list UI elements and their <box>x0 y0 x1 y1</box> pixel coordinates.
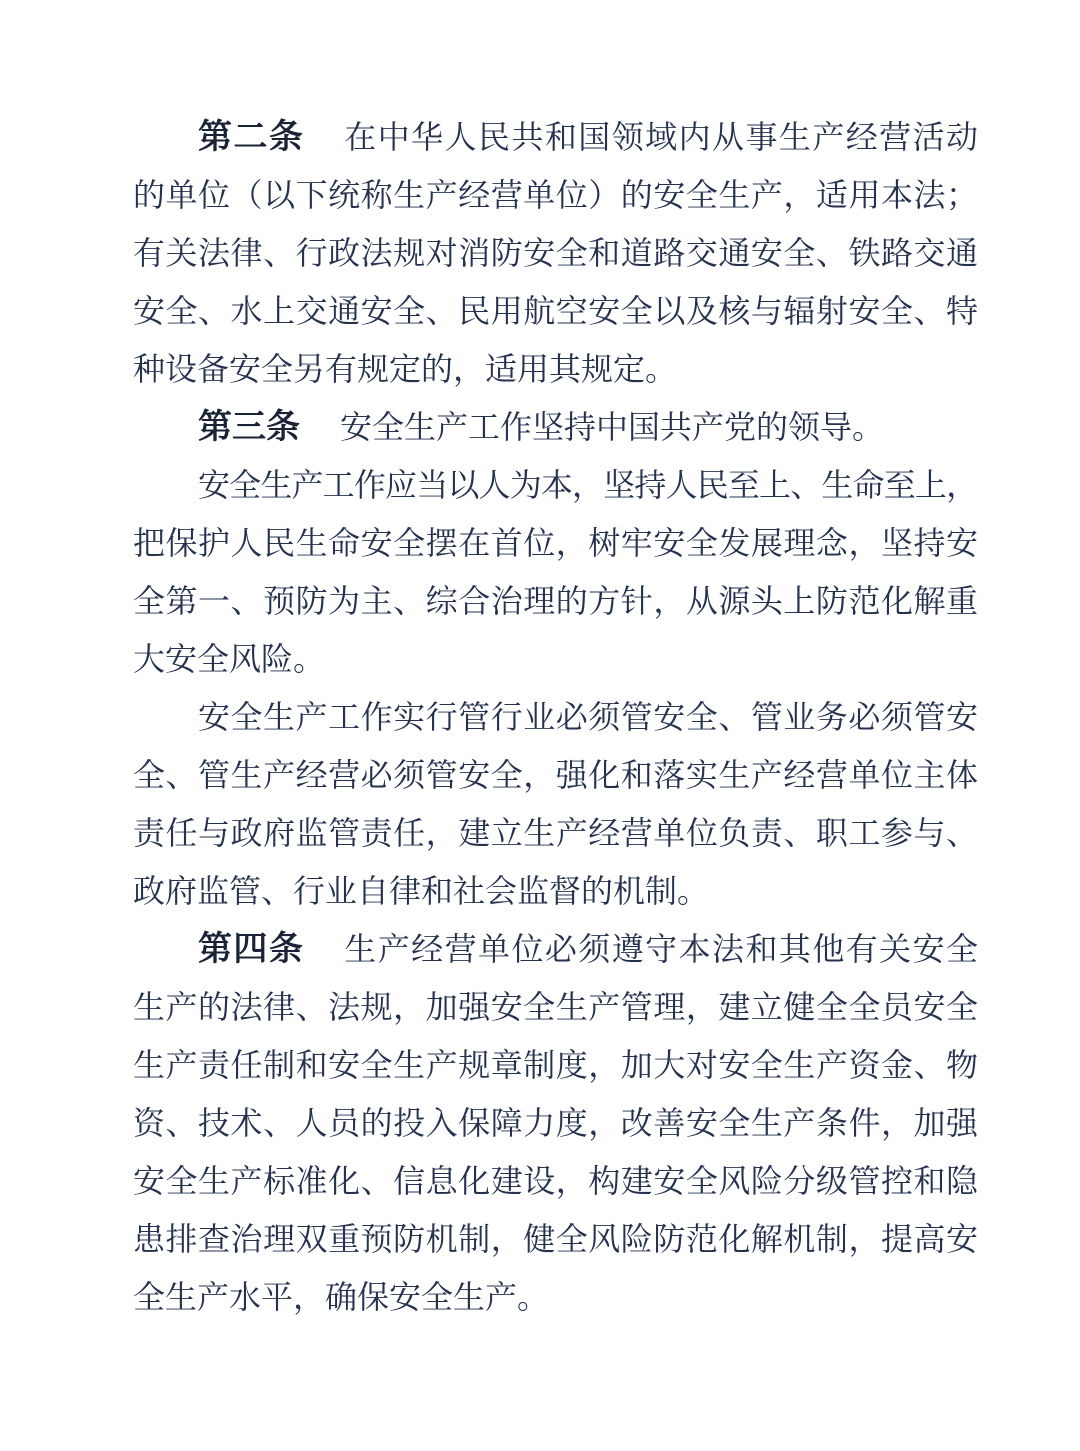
text-line <box>133 688 978 746</box>
line-text: 全、管生产经营必须管安全，强化和落实生产经营单位主体 <box>133 757 979 793</box>
line-text: 在中华人民共和国领域内从事生产经营活动 <box>344 119 980 155</box>
line-text: 政府监管、行业自律和社会监督的机制。 <box>133 873 710 909</box>
text-line <box>133 1152 978 1210</box>
line-text: 种设备安全另有规定的，适用其规定。 <box>133 351 678 387</box>
text-line <box>133 1210 978 1268</box>
article-number: 第四条 <box>198 930 305 968</box>
line-text: 患排查治理双重预防机制，健全风险防范化解机制，提高安 <box>133 1221 979 1257</box>
line-text: 生产责任制和安全生产规章制度，加大对安全生产资金、物 <box>133 1047 979 1083</box>
text-line <box>133 746 978 804</box>
line-text: 有关法律、行政法规对消防安全和道路交通安全、铁路交通 <box>133 235 979 271</box>
line-text: 安全生产工作实行管行业必须管安全、管业务必须管安 <box>198 699 979 735</box>
line-text: 大安全风险。 <box>133 641 326 677</box>
article-number: 第三条 <box>198 408 300 446</box>
text-line <box>133 166 978 224</box>
document-text <box>133 108 978 1326</box>
text-line <box>133 282 978 340</box>
line-text: 的单位（以下统称生产经营单位）的安全生产，适用本法； <box>133 177 979 213</box>
text-line <box>133 804 978 862</box>
text-line <box>133 398 978 456</box>
text-line <box>133 340 978 398</box>
text-line <box>133 1268 978 1326</box>
text-line <box>133 862 978 920</box>
text-line <box>133 978 978 1036</box>
line-text: 安全生产标准化、信息化建设，构建安全风险分级管控和隐 <box>133 1163 979 1199</box>
text-line <box>133 572 978 630</box>
text-line <box>133 1036 978 1094</box>
text-line <box>133 630 978 688</box>
line-text: 安全生产工作坚持中国共产党的领导。 <box>340 409 885 445</box>
text-line <box>133 920 978 978</box>
line-text: 全第一、预防为主、综合治理的方针，从源头上防范化解重 <box>133 583 979 619</box>
text-line <box>133 108 978 166</box>
line-text: 生产的法律、法规，加强安全生产管理，建立健全全员安全 <box>133 989 979 1025</box>
text-line <box>133 224 978 282</box>
text-line <box>133 456 978 514</box>
line-text: 安全生产工作应当以人为本，坚持人民至上、生命至上， <box>198 467 978 503</box>
line-text: 资、技术、人员的投入保障力度，改善安全生产条件，加强 <box>133 1105 979 1141</box>
line-text: 生产经营单位必须遵守本法和其他有关安全 <box>344 931 980 967</box>
article-number: 第二条 <box>198 118 305 156</box>
line-text: 全生产水平，确保安全生产。 <box>133 1279 550 1315</box>
text-line <box>133 1094 978 1152</box>
line-text: 把保护人民生命安全摆在首位，树牢安全发展理念，坚持安 <box>133 525 979 561</box>
text-line <box>133 514 978 572</box>
line-text: 安全、水上交通安全、民用航空安全以及核与辐射安全、特 <box>133 293 979 329</box>
line-text: 责任与政府监管责任，建立生产经营单位负责、职工参与、 <box>133 815 979 851</box>
